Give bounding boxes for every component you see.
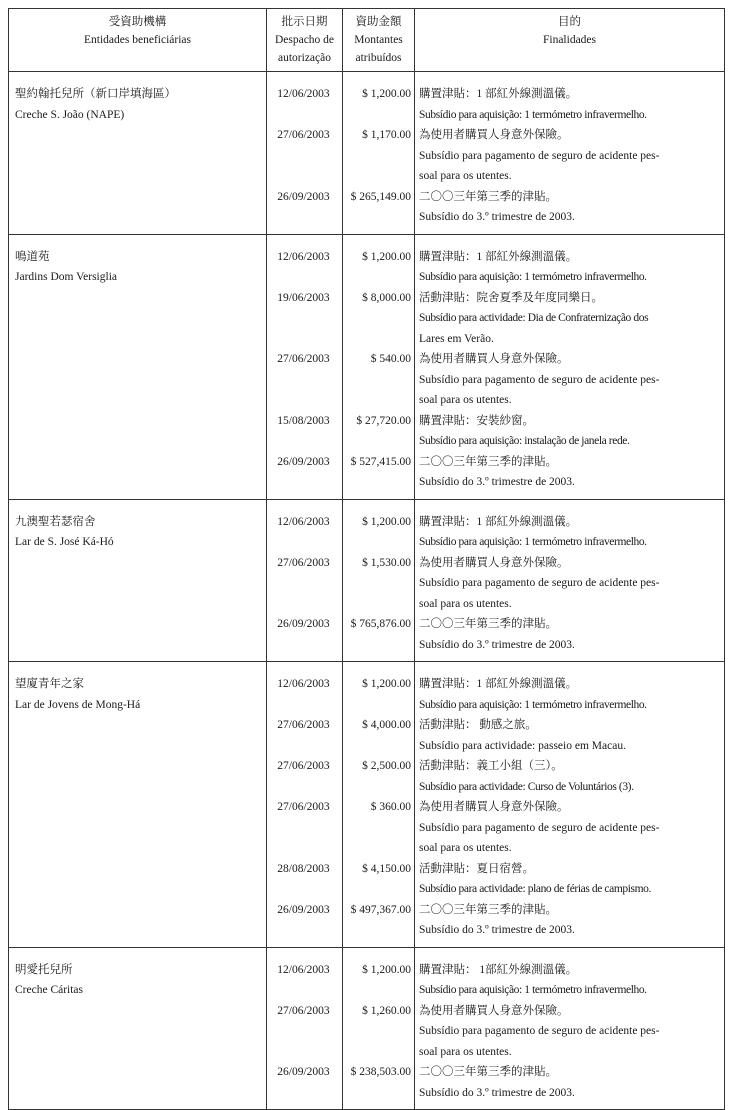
purpose-line: 二〇〇三年第三季的津貼。 [419,455,557,468]
entry-amount: $ 1,200.00 [362,515,411,528]
spacer [269,818,338,839]
spacer [345,1021,411,1042]
purpose-line: Subsídio do 3.º trimestre de 2003. [419,638,575,651]
purpose-line: Subsídio para aquisição: 1 termómetro infravermelho. [419,108,647,121]
entity-name-zh: 鳴道苑 [15,250,50,263]
entry-date: 27/06/2003 [277,1004,330,1017]
entry-amount: $ 497,367.00 [350,903,411,916]
purpose-line: 購置津貼：1 部紅外線測溫儀。 [419,678,578,690]
table-row [9,662,725,948]
spacer [269,594,338,615]
header-purpose [415,9,725,72]
purpose-line: Subsídio para aquisição: 1 termómetro infravermelho. [419,698,647,711]
spacer [345,105,411,126]
purpose-line: Subsídio para pagamento de seguro de acidente pes- [419,821,660,834]
purpose-line: 為使用者購買人身意外保險。 [419,556,569,569]
spacer [345,1083,411,1104]
entry-date: 27/06/2003 [277,353,330,365]
purpose-line: 購置津貼：1 部紅外線測溫儀。 [419,515,578,528]
header-amount-line: 資助金額 [355,16,402,28]
spacer [269,166,338,187]
spacer [345,146,411,167]
spacer [345,390,411,411]
purpose-line: Subsídio do 3.º trimestre de 2003. [419,924,575,936]
purpose-line: soal para os utentes. [419,842,512,854]
spacer [345,777,411,798]
purpose-line: Subsídio para actividade: passeio em Macau. [419,739,626,752]
spacer [345,1042,411,1063]
entity-name-pt: Lar de S. José Ká-Hó [15,536,114,548]
purpose-line: 為使用者購買人身意外保險。 [419,1004,569,1017]
purpose-line: soal para os utentes. [419,170,512,182]
purpose-cell [415,234,725,499]
purpose-line: Subsídio para pagamento de seguro de acidente pes- [419,373,660,386]
header-purpose-zh: 目的 [558,16,581,28]
entry-amount: $ 540.00 [370,353,411,365]
entry-date: 12/06/2003 [277,515,330,528]
table-header-row [9,9,725,72]
purpose-cell [415,499,725,662]
spacer [269,573,338,594]
spacer [269,879,338,900]
spacer [345,879,411,900]
spacer [269,1021,338,1042]
entry-amount: $ 360.00 [370,801,411,813]
entity-name-pt: Lar de Jovens de Mong-Há [15,698,141,711]
entry-date: 19/06/2003 [277,291,330,304]
purpose-line: 二〇〇三年第三季的津貼。 [419,618,557,630]
header-date-line: autorização [278,52,331,64]
header-entity [9,9,267,72]
table-row [9,234,725,499]
spacer [345,267,411,288]
entry-amount: $ 527,415.00 [350,455,411,468]
spacer [345,431,411,452]
purpose-line: 為使用者購買人身意外保險。 [419,801,569,813]
entry-date: 12/06/2003 [277,963,330,976]
spacer [345,532,411,553]
header-date-line: Despacho de [274,34,335,46]
entry-date: 12/06/2003 [277,678,330,690]
purpose-line: Subsídio para actividade: plano de férias de campismo. [419,883,651,895]
spacer [345,329,411,350]
spacer [269,695,338,716]
purpose-line: Subsídio para aquisição: instalação de janela rede. [419,435,630,447]
entry-amount: $ 1,260.00 [362,1004,411,1017]
spacer [345,573,411,594]
spacer [269,105,338,126]
header-date-line: 批示日期 [281,16,328,28]
purpose-line: Subsídio para actividade: Dia de Confraternização dos [419,312,649,324]
spacer [269,635,338,656]
amount-cell [343,662,415,948]
purpose-line: 二〇〇三年第三季的津貼。 [419,190,557,203]
spacer [269,370,338,391]
entry-date: 26/09/2003 [277,903,330,916]
spacer [345,920,411,941]
entry-amount: $ 1,200.00 [362,963,411,976]
entry-amount: $ 4,150.00 [362,862,411,875]
entry-date: 12/06/2003 [277,250,330,263]
header-entity-zh: 受資助機構 [108,16,167,28]
entity-cell [9,662,267,948]
spacer [345,207,411,228]
header-amount-line: Montantes [354,34,403,46]
table-row [9,499,725,662]
entry-amount: $ 1,170.00 [362,129,411,141]
spacer [345,635,411,656]
spacer [269,980,338,1001]
entry-date: 27/06/2003 [277,801,330,813]
entry-date: 26/09/2003 [277,618,330,630]
spacer [345,370,411,391]
amount-cell [343,234,415,499]
entry-date: 28/08/2003 [277,862,330,875]
purpose-line: Subsídio do 3.º trimestre de 2003. [419,1086,575,1099]
entity-name-zh: 九澳聖若瑟宿舍 [15,515,96,528]
purpose-line: Lares em Verão. [419,332,494,345]
header-purpose-pt: Finalidades [542,34,597,46]
purpose-line: 活動津貼：義工小組（三）。 [419,760,563,772]
entry-amount: $ 238,503.00 [350,1066,411,1078]
entity-name-pt: Creche Cáritas [15,984,84,996]
purpose-line: 購置津貼：安裝紗窗。 [419,414,534,427]
header-amount-line: atribuídos [355,52,402,64]
spacer [269,472,338,493]
entry-date: 27/06/2003 [277,556,330,569]
date-cell [267,499,343,662]
spacer [269,390,338,411]
date-cell [267,947,343,1110]
entity-name-pt: Creche S. João (NAPE) [15,108,125,121]
entry-amount: $ 1,200.00 [362,678,411,690]
spacer [269,207,338,228]
header-date [267,9,343,72]
purpose-line: 二〇〇三年第三季的津貼。 [419,903,557,916]
purpose-line: soal para os utentes. [419,1045,512,1058]
purpose-line: 為使用者購買人身意外保險。 [419,353,569,365]
purpose-line: Subsídio do 3.º trimestre de 2003. [419,211,575,223]
entity-cell [9,947,267,1110]
table-body [9,72,725,1110]
purpose-line: Subsídio para aquisição: 1 termómetro infravermelho. [419,536,647,548]
purpose-line: 購置津貼：1 部紅外線測溫儀。 [419,250,578,263]
spacer [345,838,411,859]
entity-name-pt: Jardins Dom Versiglia [15,271,118,283]
spacer [269,736,338,757]
date-cell [267,72,343,235]
spacer [345,736,411,757]
spacer [345,166,411,187]
entry-amount: $ 2,500.00 [362,760,411,772]
spacer [269,920,338,941]
entity-name-zh: 聖約翰托兒所（新口岸填海區） [15,88,176,100]
spacer [269,532,338,553]
entity-name-zh: 望廈青年之家 [15,678,84,690]
entity-cell [9,234,267,499]
purpose-cell [415,947,725,1110]
purpose-line: soal para os utentes. [419,394,512,406]
purpose-line: 活動津貼：院舍夏季及年度同樂日。 [419,291,603,304]
table-row [9,72,725,235]
spacer [269,1083,338,1104]
spacer [345,472,411,493]
purpose-line: 為使用者購買人身意外保險。 [419,129,569,141]
amount-cell [343,72,415,235]
entry-amount: $ 27,720.00 [356,414,411,427]
entry-date: 15/08/2003 [277,414,330,427]
purpose-line: Subsídio do 3.º trimestre de 2003. [419,476,575,488]
spacer [269,329,338,350]
amount-cell [343,947,415,1110]
entry-amount: $ 1,200.00 [362,88,411,100]
entry-amount: $ 765,876.00 [350,618,411,630]
header-amount [343,9,415,72]
purpose-line: Subsídio para pagamento de seguro de acidente pes- [419,1025,660,1037]
spacer [269,146,338,167]
spacer [269,838,338,859]
header-entity-pt: Entidades beneficiárias [84,34,191,46]
entry-date: 27/06/2003 [277,129,330,141]
entry-amount: $ 1,530.00 [362,556,411,569]
entity-cell [9,72,267,235]
entry-date: 26/09/2003 [277,455,330,468]
purpose-line: 活動津貼：夏日宿營。 [419,862,534,875]
entry-amount: $ 265,149.00 [350,190,411,203]
purpose-line: Subsídio para aquisição: 1 termómetro infravermelho. [419,984,647,996]
entry-date: 27/06/2003 [277,719,330,731]
entry-date: 26/09/2003 [277,1066,330,1078]
spacer [269,431,338,452]
entity-cell [9,499,267,662]
spacer [345,594,411,615]
purpose-cell [415,72,725,235]
purpose-line: Subsídio para aquisição: 1 termómetro infravermelho. [419,271,647,283]
spacer [269,308,338,329]
entry-amount: $ 1,200.00 [362,250,411,263]
spacer [345,695,411,716]
entry-amount: $ 8,000.00 [362,291,411,304]
date-cell [267,234,343,499]
purpose-line: Subsídio para pagamento de seguro de acidente pes- [419,149,660,162]
spacer [345,980,411,1001]
purpose-line: 活動津貼： 動感之旅。 [419,719,537,731]
spacer [269,777,338,798]
spacer [269,1042,338,1063]
purpose-line: 二〇〇三年第三季的津貼。 [419,1066,557,1078]
subsidy-table [8,8,725,1110]
entry-date: 12/06/2003 [277,88,330,100]
entity-name-zh: 明愛托兒所 [15,963,73,976]
table-row [9,947,725,1110]
spacer [269,267,338,288]
purpose-line: Subsídio para pagamento de seguro de acidente pes- [419,577,660,589]
spacer [345,308,411,329]
entry-date: 27/06/2003 [277,760,330,772]
purpose-line: 購置津貼：1 部紅外線測溫儀。 [419,88,578,100]
date-cell [267,662,343,948]
spacer [345,818,411,839]
purpose-line: Subsídio para actividade: Curso de Voluntários (3). [419,780,634,793]
purpose-line: 購置津貼： 1部紅外線測溫儀。 [419,963,578,976]
entry-amount: $ 4,000.00 [362,719,411,731]
amount-cell [343,499,415,662]
purpose-line: soal para os utentes. [419,597,512,610]
purpose-cell [415,662,725,948]
entry-date: 26/09/2003 [277,190,330,203]
